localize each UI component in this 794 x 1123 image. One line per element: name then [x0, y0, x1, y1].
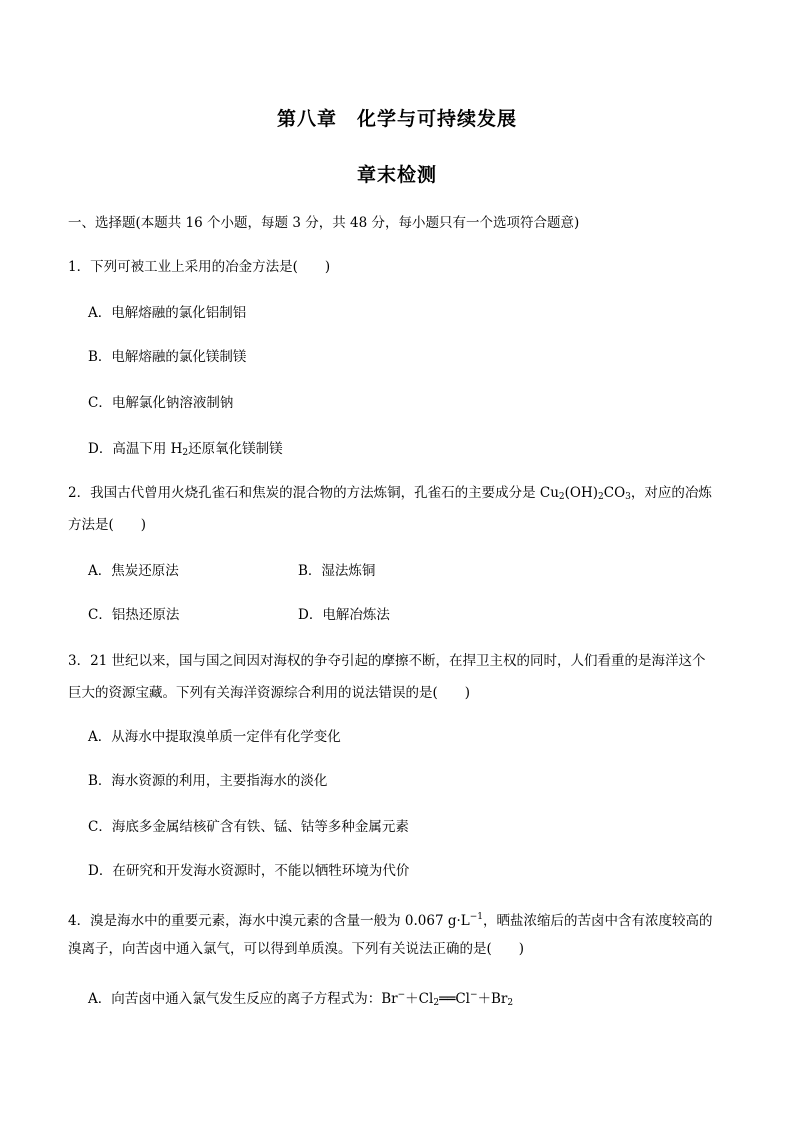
question-2-option-d: D．电解冶炼法: [298, 607, 390, 623]
stem-text: CO: [603, 485, 626, 501]
stem-text: 4．溴是海水中的重要元素，海水中溴元素的含量一般为 0.067 g·L: [68, 913, 470, 929]
question-3-option-a: A．从海水中提取溴单质一定伴有化学变化: [88, 729, 341, 745]
test-title: 章末检测: [356, 164, 437, 186]
superscript: −: [469, 990, 478, 1000]
question-1-stem: 1．下列可被工业上采用的冶金方法是( ): [68, 259, 331, 275]
question-1-option-b: B．电解熔融的氯化镁制镁: [88, 349, 247, 365]
question-1-option-d: [88, 440, 283, 462]
subscript: 2: [182, 448, 189, 458]
question-3-option-d: D．在研究和开发海水资源时，不能以牺牲环境为代价: [88, 863, 410, 879]
question-3-stem-line2: 巨大的资源宝藏。下列有关海洋资源综合利用的说法错误的是( ): [68, 685, 471, 701]
option-text: ══Cl: [439, 991, 470, 1007]
option-text: 还原氧化镁制镁: [188, 441, 283, 457]
question-4-option-a: [88, 986, 513, 1012]
subscript: 3: [625, 492, 631, 502]
question-3-stem: 3．21 世纪以来，国与国之间因对海权的争夺引起的摩擦不断，在捍卫主权的同时，人们看重的是海洋这个: [68, 653, 706, 669]
option-text: D．高温下用 H: [88, 441, 183, 457]
subscript: 2: [558, 492, 565, 502]
question-1-option-a: A．电解熔融的氯化铝制铝: [88, 305, 247, 321]
stem-text: 2．我国古代曾用火烧孔雀石和焦炭的混合物的方法炼铜，孔雀石的主要成分是 Cu: [68, 485, 559, 501]
question-3-option-b: B．海水资源的利用，主要指海水的淡化: [88, 773, 328, 789]
subscript: 2: [433, 998, 440, 1008]
chapter-title: 第八章 化学与可持续发展: [276, 108, 517, 130]
option-text: A．向苦卤中通入氯气发生反应的离子方程式为：Br: [88, 991, 398, 1007]
stem-text: ，晒盐浓缩后的苦卤中含有浓度较高的: [483, 913, 713, 929]
question-2-option-b: B．湿法炼铜: [298, 563, 376, 579]
question-4-stem-line2: 溴离子，向苦卤中通入氯气，可以得到单质溴。下列有关说法正确的是( ): [68, 941, 525, 957]
subscript: 2: [507, 998, 514, 1008]
stem-text: ，对应的冶炼: [630, 485, 712, 501]
question-4-stem: [68, 908, 713, 930]
stem-text: (OH): [564, 485, 599, 501]
question-1-option-c: C．电解氯化钠溶液制钠: [88, 395, 234, 411]
question-2-stem-line2: 方法是( ): [68, 517, 147, 533]
option-text: ＋Cl: [405, 991, 434, 1007]
question-2-option-a: A．焦炭还原法: [88, 563, 179, 579]
question-2-option-c: C．铝热还原法: [88, 607, 180, 623]
subscript: 2: [598, 492, 604, 502]
option-text: ＋Br: [477, 991, 508, 1007]
question-2-stem: [68, 484, 712, 506]
superscript: −: [397, 990, 406, 1000]
question-3-option-c: C．海底多金属结核矿含有铁、锰、钴等多种金属元素: [88, 819, 409, 835]
superscript: −1: [469, 912, 483, 922]
section-header: 一、选择题(本题共 16 个小题，每题 3 分，共 48 分，每小题只有一个选项符合题意): [68, 215, 580, 231]
